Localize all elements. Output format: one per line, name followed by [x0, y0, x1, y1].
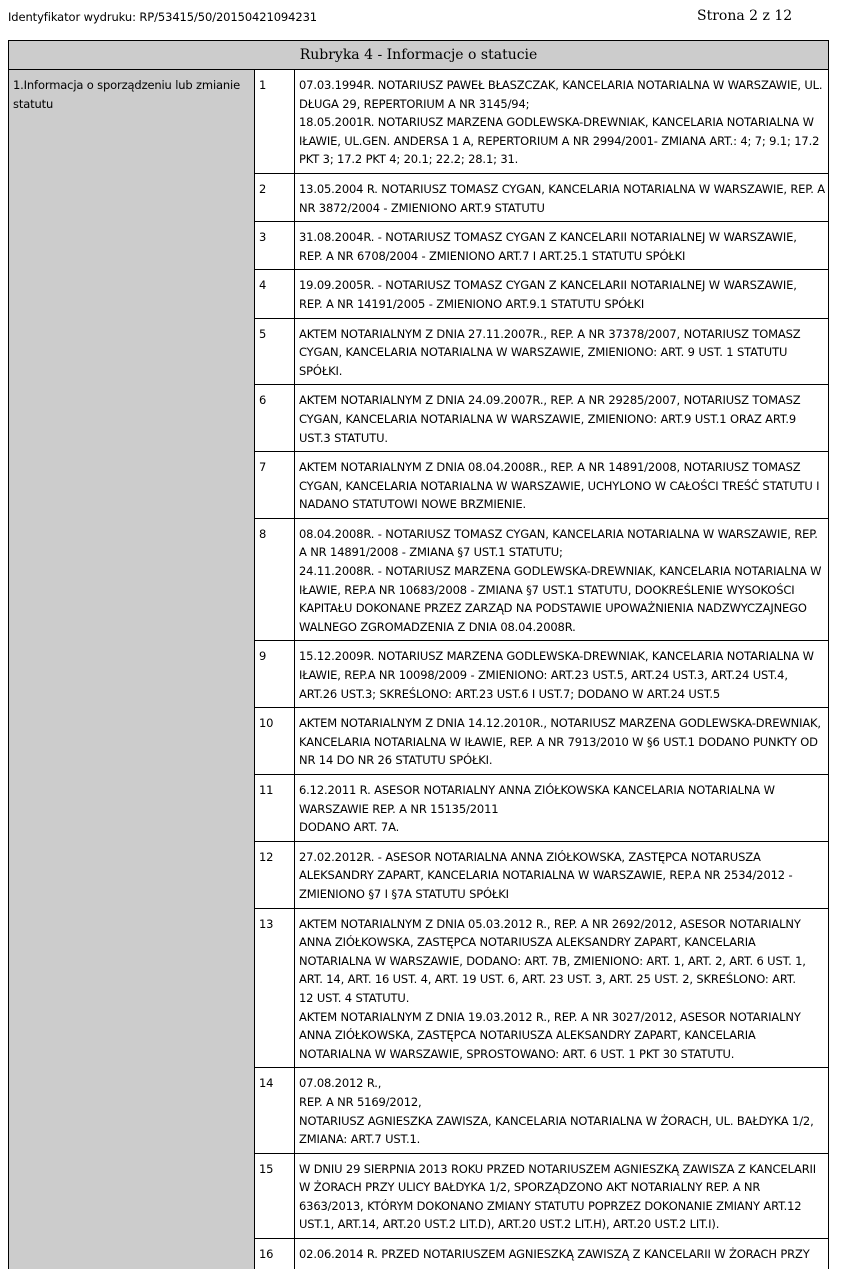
entry-text: [295, 1153, 829, 1238]
entry-text-line: KAPITAŁU DOKONANE PRZEZ ZARZĄD NA PODSTAWIE UPOWAŻNIENIA NADZWYCZAJNEGO: [299, 599, 822, 618]
entry-row: [9, 70, 829, 174]
statute-table: [8, 40, 829, 1269]
entry-text-line: 08.04.2008R. - NOTARIUSZ TOMASZ CYGAN, KANCELARIA NOTARIALNA W WARSZAWIE, REP.: [299, 525, 822, 544]
entry-text-line: CYGAN, KANCELARIA NOTARIALNA W WARSZAWIE, UCHYLONO W CAŁOŚCI TREŚĆ STATUTU I: [299, 477, 822, 496]
entry-number: 8: [255, 518, 295, 641]
entry-text-line: AKTEM NOTARIALNYM Z DNIA 08.04.2008R., REP. A NR 14891/2008, NOTARIUSZ TOMASZ: [299, 458, 822, 477]
entry-number: 12: [255, 841, 295, 908]
section-title: Rubryka 4 - Informacje o statucie: [9, 41, 829, 70]
entry-text: [295, 270, 829, 318]
entry-text-line: 31.08.2004R. - NOTARIUSZ TOMASZ CYGAN Z KANCELARII NOTARIALNEJ W WARSZAWIE,: [299, 228, 822, 247]
entry-text-line: 6.12.2011 R. ASESOR NOTARIALNY ANNA ZIÓŁKOWSKA KANCELARIA NOTARIALNA W: [299, 781, 822, 800]
entry-text-line: 12 UST. 4 STATUTU.: [299, 989, 822, 1008]
entry-text-line: 07.03.1994R. NOTARIUSZ PAWEŁ BŁASZCZAK, KANCELARIA NOTARIALNA W WARSZAWIE, UL.: [299, 76, 822, 95]
entry-text-line: AKTEM NOTARIALNYM Z DNIA 19.03.2012 R., REP. A NR 3027/2012, ASESOR NOTARIALNY: [299, 1008, 822, 1027]
entry-text-line: DŁUGA 29, REPERTORIUM A NR 3145/94;: [299, 95, 822, 114]
entry-text: [295, 641, 829, 708]
entry-text-line: WALNEGO ZGROMADZENIA Z DNIA 08.04.2008R.: [299, 618, 822, 637]
entry-text: [295, 70, 829, 174]
entry-text: [295, 775, 829, 842]
entry-text-line: ZMIENIONO §7 I §7A STATUTU SPÓŁKI: [299, 885, 822, 904]
entry-text-line: ANNA ZIÓŁKOWSKA, ZASTĘPCA NOTARIUSZA ALEKSANDRY ZAPART, KANCELARIA: [299, 1026, 822, 1045]
entry-number: 11: [255, 775, 295, 842]
entry-text-line: NADANO STATUTOWI NOWE BRZMIENIE.: [299, 495, 822, 514]
entry-text-line: 13.05.2004 R. NOTARIUSZ TOMASZ CYGAN, KANCELARIA NOTARIALNA W WARSZAWIE, REP. A: [299, 180, 822, 199]
entry-text-line: UST.1, ART.14, ART.20 UST.2 LIT.D), ART.20 UST.2 LIT.H), ART.20 UST.2 LIT.I).: [299, 1215, 822, 1234]
entry-text-line: ZMIANA: ART.7 UST.1.: [299, 1130, 822, 1149]
entry-text-line: REP. A NR 14191/2005 - ZMIENIONO ART.9.1 STATUTU SPÓŁKI: [299, 295, 822, 314]
entry-number: 9: [255, 641, 295, 708]
entry-number: 14: [255, 1068, 295, 1153]
entry-text-line: REP. A NR 6708/2004 - ZMIENIONO ART.7 I ART.25.1 STATUTU SPÓŁKI: [299, 247, 822, 266]
entry-text-line: REP. A NR 5169/2012,: [299, 1093, 822, 1112]
entry-text-line: IŁAWIE, REP.A NR 10683/2008 - ZMIANA §7 UST.1 STATUTU, DOOKREŚLENIE WYSOKOŚCI: [299, 581, 822, 600]
entry-text-line: A NR 14891/2008 - ZMIANA §7 UST.1 STATUTU;: [299, 543, 822, 562]
entry-text: [295, 841, 829, 908]
entry-text-line: ANNA ZIÓŁKOWSKA, ZASTĘPCA NOTARIUSZA ALEKSANDRY ZAPART, KANCELARIA: [299, 933, 822, 952]
entry-text-line: NOTARIALNA W WARSZAWIE, DODANO: ART. 7B, ZMIENIONO: ART. 1, ART. 2, ART. 6 UST. 1,: [299, 952, 822, 971]
entry-number: 1: [255, 70, 295, 174]
entry-text-line: DODANO ART. 7A.: [299, 818, 822, 837]
field-label: [9, 70, 255, 1269]
entry-text: [295, 318, 829, 385]
entry-number: 4: [255, 270, 295, 318]
entry-number: 13: [255, 908, 295, 1068]
entry-number: 3: [255, 222, 295, 270]
entry-text-line: CYGAN, KANCELARIA NOTARIALNA W WARSZAWIE, ZMIENIONO: ART.9 UST.1 ORAZ ART.9: [299, 410, 822, 429]
entry-text: [295, 708, 829, 775]
entry-number: 6: [255, 385, 295, 452]
page-number: Strona 2 z 12: [697, 8, 792, 24]
entry-number: 7: [255, 452, 295, 519]
entry-text: [295, 452, 829, 519]
field-label-line: statutu: [13, 95, 250, 114]
entry-number: 2: [255, 173, 295, 221]
section-title-row: [9, 41, 829, 70]
entry-number: 5: [255, 318, 295, 385]
entry-text: [295, 908, 829, 1068]
entry-text-line: 15.12.2009R. NOTARIUSZ MARZENA GODLEWSKA-DREWNIAK, KANCELARIA NOTARIALNA W: [299, 647, 822, 666]
entry-text-line: WARSZAWIE REP. A NR 15135/2011: [299, 800, 822, 819]
entry-text-line: 07.08.2012 R.,: [299, 1074, 822, 1093]
field-label-line: 1.Informacja o sporządzeniu lub zmianie: [13, 76, 250, 95]
entry-text: [295, 518, 829, 641]
entry-text-line: 6363/2013, KTÓRYM DOKONANO ZMIANY STATUTU POPRZEZ DOKONANIE ZMIANY ART.12: [299, 1197, 822, 1216]
entry-text-line: AKTEM NOTARIALNYM Z DNIA 14.12.2010R., NOTARIUSZ MARZENA GODLEWSKA-DREWNIAK,: [299, 714, 822, 733]
entry-text-line: IŁAWIE, REP.A NR 10098/2009 - ZMIENIONO: ART.23 UST.5, ART.24 UST.3, ART.24 UST.4,: [299, 666, 822, 685]
entry-text: [295, 222, 829, 270]
entry-text-line: 02.06.2014 R. PRZED NOTARIUSZEM AGNIESZKĄ ZAWISZĄ Z KANCELARII W ŻORACH PRZY: [299, 1245, 822, 1264]
entry-text-line: AKTEM NOTARIALNYM Z DNIA 27.11.2007R., REP. A NR 37378/2007, NOTARIUSZ TOMASZ: [299, 325, 822, 344]
entry-text-line: AKTEM NOTARIALNYM Z DNIA 05.03.2012 R., REP. A NR 2692/2012, ASESOR NOTARIALNY: [299, 915, 822, 934]
entry-text-line: UST.3 STATUTU.: [299, 429, 822, 448]
entry-text-line: NR 3872/2004 - ZMIENIONO ART.9 STATUTU: [299, 199, 822, 218]
entry-text-line: NOTARIALNA W WARSZAWIE, SPROSTOWANO: ART. 6 UST. 1 PKT 30 STATUTU.: [299, 1045, 822, 1064]
entry-text-line: W ŻORACH PRZY ULICY BAŁDYKA 1/2, SPORZĄDZONO AKT NOTARIALNY REP. A NR: [299, 1178, 822, 1197]
entry-text-line: ART.26 UST.3; SKREŚLONO: ART.23 UST.6 I UST.7; DODANO W ART.24 UST.5: [299, 685, 822, 704]
entry-text: [295, 1239, 829, 1269]
entry-text-line: CYGAN, KANCELARIA NOTARIALNA W WARSZAWIE, ZMIENIONO: ART. 9 UST. 1 STATUTU: [299, 343, 822, 362]
entry-text: [295, 385, 829, 452]
entry-number: 16: [255, 1239, 295, 1269]
entry-text-line: W DNIU 29 SIERPNIA 2013 ROKU PRZED NOTARIUSZEM AGNIESZKĄ ZAWISZA Z KANCELARII: [299, 1160, 822, 1179]
entry-text-line: 24.11.2008R. - NOTARIUSZ MARZENA GODLEWSKA-DREWNIAK, KANCELARIA NOTARIALNA W: [299, 562, 822, 581]
entry-text-line: 27.02.2012R. - ASESOR NOTARIALNA ANNA ZIÓŁKOWSKA, ZASTĘPCA NOTARUSZA: [299, 848, 822, 867]
print-identifier: Identyfikator wydruku: RP/53415/50/20150421094231: [8, 10, 317, 24]
entry-number: 10: [255, 708, 295, 775]
entry-text-line: KANCELARIA NOTARIALNA W IŁAWIE, REP. A NR 7913/2010 W §6 UST.1 DODANO PUNKTY OD: [299, 733, 822, 752]
entry-text-line: ALEKSANDRY ZAPART, KANCELARIA NOTARIALNA W WARSZAWIE, REP.A NR 2534/2012 -: [299, 866, 822, 885]
entry-text-line: 19.09.2005R. - NOTARIUSZ TOMASZ CYGAN Z KANCELARII NOTARIALNEJ W WARSZAWIE,: [299, 276, 822, 295]
entry-text-line: 18.05.2001R. NOTARIUSZ MARZENA GODLEWSKA-DREWNIAK, KANCELARIA NOTARIALNA W: [299, 113, 822, 132]
entry-text-line: SPÓŁKI.: [299, 362, 822, 381]
entry-text: [295, 1068, 829, 1153]
entry-text-line: PKT 3; 17.2 PKT 4; 20.1; 22.2; 28.1; 31.: [299, 150, 822, 169]
entry-number: 15: [255, 1153, 295, 1238]
entry-text-line: NOTARIUSZ AGNIESZKA ZAWISZA, KANCELARIA NOTARIALNA W ŻORACH, UL. BAŁDYKA 1/2,: [299, 1112, 822, 1131]
entry-text: [295, 173, 829, 221]
entry-text-line: NR 14 DO NR 26 STATUTU SPÓŁKI.: [299, 751, 822, 770]
entry-text-line: IŁAWIE, UL.GEN. ANDERSA 1 A, REPERTORIUM A NR 2994/2001- ZMIANA ART.: 4; 7; 9.1; 17.2: [299, 132, 822, 151]
entry-text-line: AKTEM NOTARIALNYM Z DNIA 24.09.2007R., REP. A NR 29285/2007, NOTARIUSZ TOMASZ: [299, 391, 822, 410]
entry-text-line: ART. 14, ART. 16 UST. 4, ART. 19 UST. 6, ART. 23 UST. 3, ART. 25 UST. 2, SKREŚLONO: ART.: [299, 970, 822, 989]
